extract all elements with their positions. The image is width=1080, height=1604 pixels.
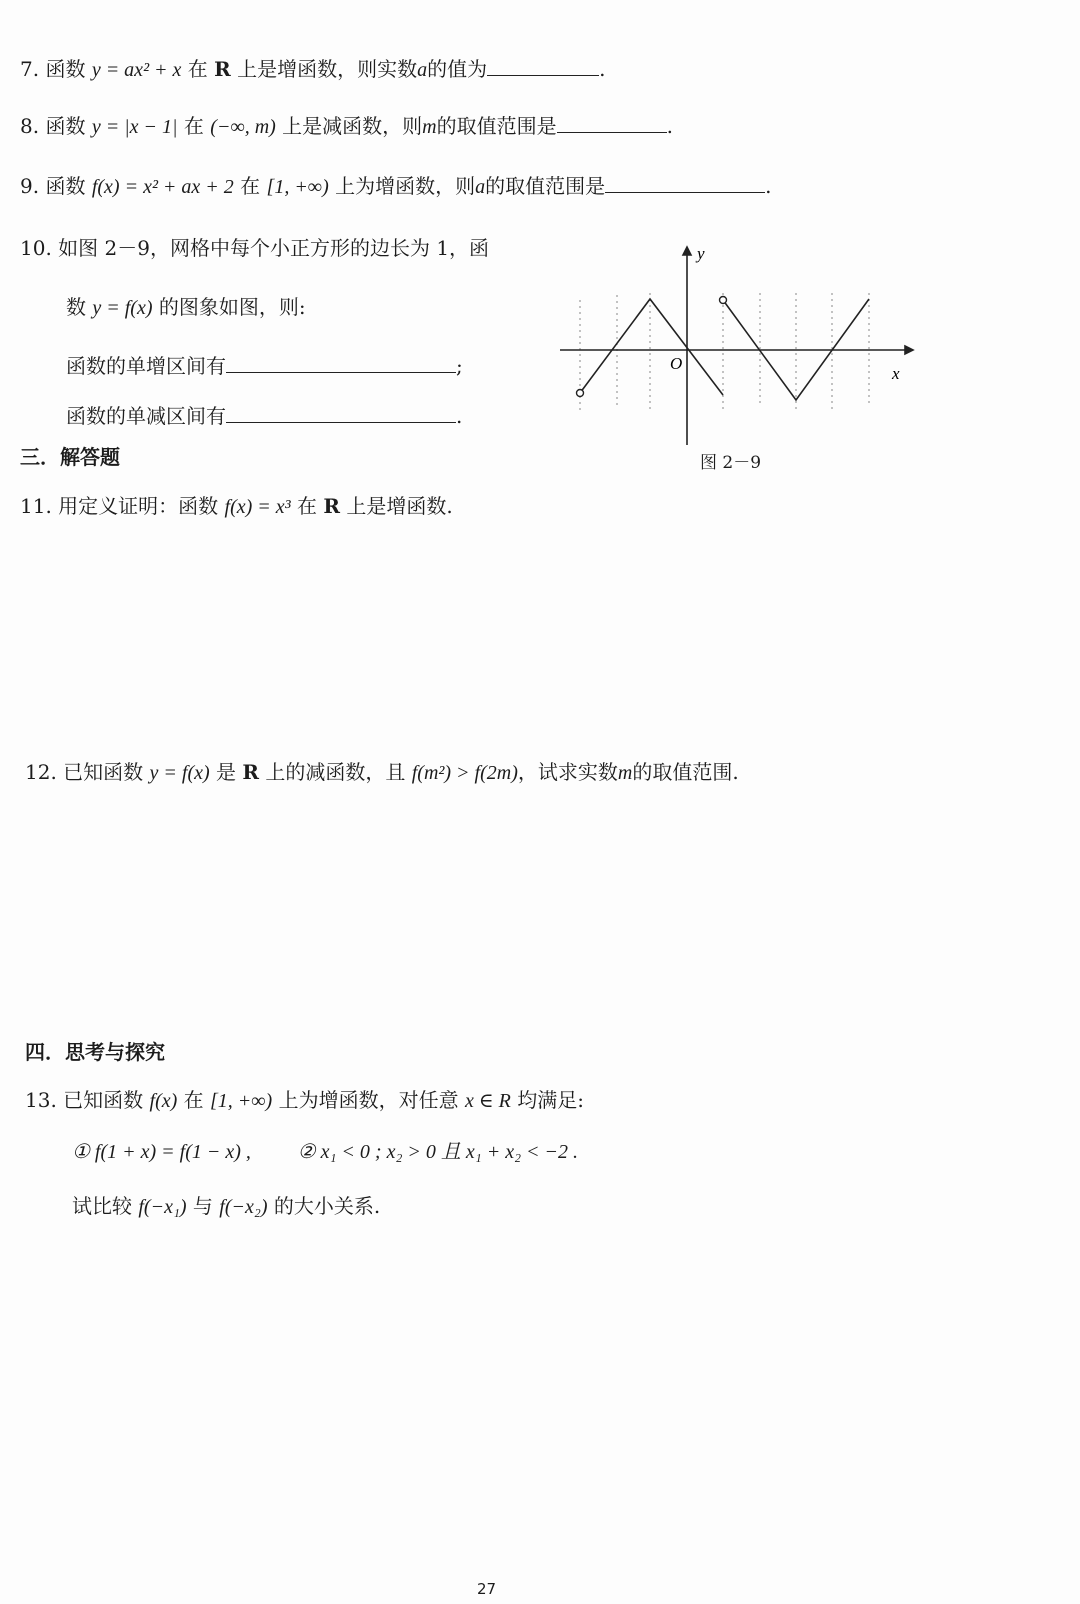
question-11: 11. 用定义证明：函数 f(x) = x³ 在 R 上是增函数. — [20, 494, 453, 518]
condition-2: ② x₁ < 0 ; x₂ > 0 且 x₁ + x₂ < −2 . — [297, 1141, 579, 1163]
question-13-conditions — [72, 1137, 578, 1166]
function-graph-figure — [560, 245, 940, 465]
q12-formula: y = f(x) — [149, 762, 210, 784]
condition-1: ① f(1 + x) = f(1 − x) , — [72, 1141, 251, 1163]
section-3-heading: 三．解答题 — [20, 445, 120, 469]
section-4-heading: 四．思考与探究 — [25, 1040, 165, 1064]
question-10-decreasing: 函数的单减区间有 . — [66, 404, 463, 428]
x-axis-label: x — [892, 364, 900, 383]
q9-answer-blank[interactable] — [605, 172, 765, 193]
y-axis-label: y — [697, 245, 705, 263]
question-8: 8. 函数 y = |x − 1| 在 (−∞, m) 上是减函数，则m的取值范围是 . — [20, 114, 673, 138]
q9-formula: f(x) = x² + ax + 2 — [91, 176, 234, 198]
q10-decreasing-blank[interactable] — [226, 402, 456, 423]
question-10-line-2: 数 y = f(x) 的图象如图，则: — [66, 295, 306, 319]
grid-lines — [580, 293, 869, 410]
question-10-increasing: 函数的单增区间有 ; — [66, 354, 463, 378]
page-number: 27 — [477, 1580, 497, 1598]
q12-inequality: f(m²) > f(2m) — [411, 762, 518, 784]
q8-formula: y = |x − 1| — [91, 116, 178, 138]
question-13: 13. 已知函数 f(x) 在 [1, +∞) 上为增函数，对任意 x ∈ R 均满足: — [25, 1088, 584, 1112]
q8-answer-blank[interactable] — [557, 112, 667, 133]
open-endpoint-right — [720, 297, 727, 304]
q7-formula: y = ax² + x — [91, 59, 182, 81]
question-12: 12. 已知函数 y = f(x) 是 R 上的减函数，且 f(m²) > f(2m)，试求实数m的取值范围. — [25, 760, 739, 784]
question-10-line-1: 10. 如图 2－9，网格中每个小正方形的边长为 1，函 — [20, 236, 490, 260]
question-7: 7. 函数 y = ax² + x 在 R 上是增函数，则实数a的值为 . — [20, 57, 606, 81]
x-axis-arrow — [905, 346, 913, 354]
figure-caption: 图 2－9 — [700, 453, 762, 473]
q10-increasing-blank[interactable] — [226, 352, 456, 373]
axes — [560, 247, 913, 445]
question-9: 9. 函数 f(x) = x² + ax + 2 在 [1, +∞) 上为增函数，则a的取值范围是 . — [20, 174, 772, 198]
origin-label: O — [670, 354, 683, 373]
q11-formula: f(x) = x³ — [224, 496, 291, 518]
q7-answer-blank[interactable] — [487, 55, 599, 76]
open-endpoint-left — [577, 390, 584, 397]
y-axis-arrow — [683, 247, 691, 255]
question-13-task: 试比较 f(−x₁) 与 f(−x₂) 的大小关系. — [72, 1194, 381, 1218]
